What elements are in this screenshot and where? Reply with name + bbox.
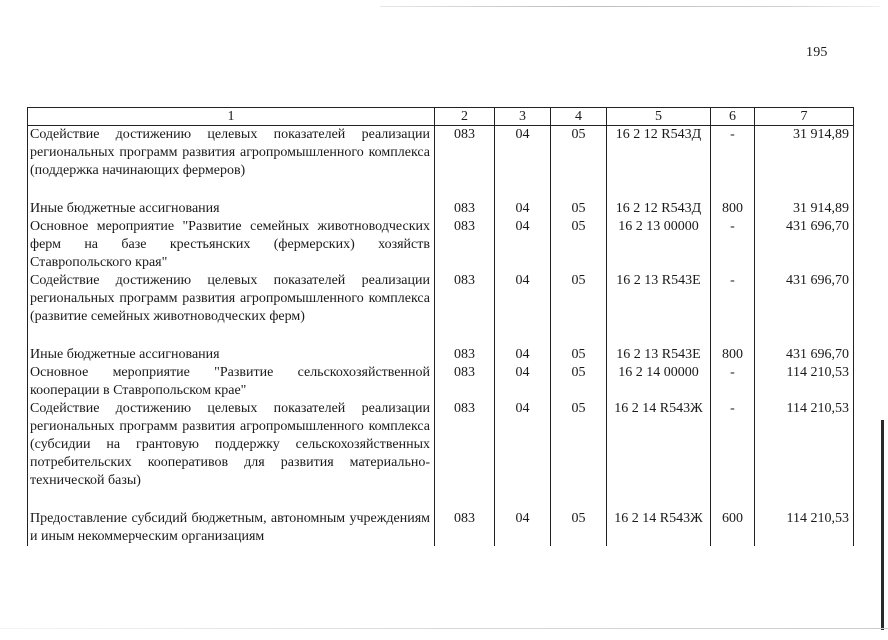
table-row xyxy=(28,272,854,326)
table-body xyxy=(28,126,854,547)
header-col-3: 3 xyxy=(495,108,551,126)
row-spacer xyxy=(28,180,854,200)
row-name: Иные бюджетные ассигнования xyxy=(28,200,435,218)
row-amount: 114 210,53 xyxy=(755,364,854,400)
row-expense-type: - xyxy=(711,400,755,490)
row-grbs-code: 083 xyxy=(435,272,495,326)
row-section-code: 04 xyxy=(495,272,551,326)
row-grbs-code: 083 xyxy=(435,218,495,272)
row-section-code: 04 xyxy=(495,346,551,364)
row-section-code: 04 xyxy=(495,510,551,546)
row-expense-type: 600 xyxy=(711,510,755,546)
spacer-cell xyxy=(495,490,551,510)
row-target-article: 16 2 14 00000 xyxy=(607,364,711,400)
row-subsection-code: 05 xyxy=(551,200,607,218)
row-subsection-code: 05 xyxy=(551,272,607,326)
table-row xyxy=(28,126,854,181)
scan-edge-top xyxy=(380,6,880,7)
table-row xyxy=(28,346,854,364)
scan-edge-bottom xyxy=(0,628,888,629)
row-expense-type: - xyxy=(711,272,755,326)
row-grbs-code: 083 xyxy=(435,400,495,490)
table-row xyxy=(28,218,854,272)
row-grbs-code: 083 xyxy=(435,200,495,218)
spacer-cell xyxy=(551,490,607,510)
row-subsection-code: 05 xyxy=(551,510,607,546)
row-section-code: 04 xyxy=(495,218,551,272)
table-header xyxy=(28,108,854,126)
row-amount: 31 914,89 xyxy=(755,126,854,181)
row-expense-type: - xyxy=(711,364,755,400)
header-row xyxy=(28,108,854,126)
header-col-7: 7 xyxy=(755,108,854,126)
row-target-article: 16 2 13 R543Е xyxy=(607,346,711,364)
spacer-cell xyxy=(495,180,551,200)
spacer-cell xyxy=(755,326,854,346)
spacer-cell xyxy=(28,180,435,200)
row-name: Предоставление субсидий бюджетным, автономным учреждениям и иным некоммерческим организациям xyxy=(28,510,435,546)
row-subsection-code: 05 xyxy=(551,364,607,400)
spacer-cell xyxy=(28,326,435,346)
scan-edge-right xyxy=(881,420,884,630)
row-target-article: 16 2 12 R543Д xyxy=(607,126,711,181)
row-grbs-code: 083 xyxy=(435,510,495,546)
row-name: Содействие достижению целевых показателей реализации региональных программ развития агропромышленного комплекса (поддержка начинающих фермеров) xyxy=(28,126,435,181)
header-col-4: 4 xyxy=(551,108,607,126)
row-subsection-code: 05 xyxy=(551,346,607,364)
spacer-cell xyxy=(551,326,607,346)
row-amount: 431 696,70 xyxy=(755,346,854,364)
table-row xyxy=(28,510,854,546)
header-col-5: 5 xyxy=(607,108,711,126)
row-subsection-code: 05 xyxy=(551,126,607,181)
row-section-code: 04 xyxy=(495,400,551,490)
row-subsection-code: 05 xyxy=(551,400,607,490)
row-name: Иные бюджетные ассигнования xyxy=(28,346,435,364)
row-section-code: 04 xyxy=(495,126,551,181)
row-amount: 431 696,70 xyxy=(755,218,854,272)
row-expense-type: - xyxy=(711,218,755,272)
header-col-2: 2 xyxy=(435,108,495,126)
row-name: Содействие достижению целевых показателей реализации региональных программ развития агропромышленного комплекса (развитие семейных животноводческих ферм) xyxy=(28,272,435,326)
row-expense-type: - xyxy=(711,126,755,181)
row-name: Основное мероприятие "Развитие семейных животноводческих ферм на базе крестьянских (фермерских) хозяйств Ставропольского края" xyxy=(28,218,435,272)
spacer-cell xyxy=(495,326,551,346)
table-row xyxy=(28,364,854,400)
spacer-cell xyxy=(435,490,495,510)
row-amount: 114 210,53 xyxy=(755,400,854,490)
row-amount: 31 914,89 xyxy=(755,200,854,218)
header-col-1: 1 xyxy=(28,108,435,126)
spacer-cell xyxy=(711,180,755,200)
spacer-cell xyxy=(551,180,607,200)
page-number: 195 xyxy=(806,45,828,60)
row-target-article: 16 2 12 R543Д xyxy=(607,200,711,218)
spacer-cell xyxy=(435,326,495,346)
row-spacer xyxy=(28,326,854,346)
table-row xyxy=(28,400,854,490)
row-section-code: 04 xyxy=(495,364,551,400)
row-amount: 431 696,70 xyxy=(755,272,854,326)
spacer-cell xyxy=(755,490,854,510)
spacer-cell xyxy=(607,180,711,200)
row-subsection-code: 05 xyxy=(551,218,607,272)
table-row xyxy=(28,200,854,218)
spacer-cell xyxy=(28,490,435,510)
row-expense-type: 800 xyxy=(711,200,755,218)
row-grbs-code: 083 xyxy=(435,126,495,181)
row-grbs-code: 083 xyxy=(435,364,495,400)
row-expense-type: 800 xyxy=(711,346,755,364)
row-name: Содействие достижению целевых показателей реализации региональных программ развития агропромышленного комплекса (субсидии на грантовую поддержку сельскохозяйственных потребительских кооперативов для развития материально-технической базы) xyxy=(28,400,435,490)
spacer-cell xyxy=(607,326,711,346)
row-target-article: 16 2 13 R543Е xyxy=(607,272,711,326)
row-grbs-code: 083 xyxy=(435,346,495,364)
row-name: Основное мероприятие "Развитие сельскохозяйственной кооперации в Ставропольском крае" xyxy=(28,364,435,400)
row-target-article: 16 2 13 00000 xyxy=(607,218,711,272)
budget-table xyxy=(27,107,854,546)
row-target-article: 16 2 14 R543Ж xyxy=(607,510,711,546)
row-amount: 114 210,53 xyxy=(755,510,854,546)
row-target-article: 16 2 14 R543Ж xyxy=(607,400,711,490)
row-spacer xyxy=(28,490,854,510)
row-section-code: 04 xyxy=(495,200,551,218)
spacer-cell xyxy=(755,180,854,200)
spacer-cell xyxy=(711,490,755,510)
spacer-cell xyxy=(435,180,495,200)
header-col-6: 6 xyxy=(711,108,755,126)
spacer-cell xyxy=(607,490,711,510)
spacer-cell xyxy=(711,326,755,346)
